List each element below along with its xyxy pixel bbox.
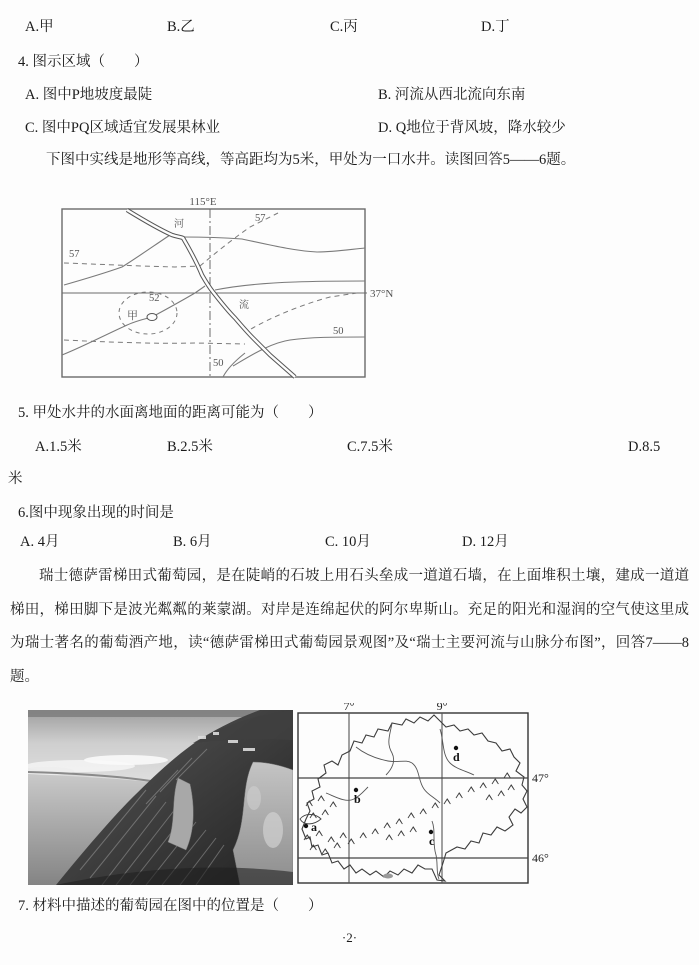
prev-option-d: D.丁 <box>481 19 510 35</box>
contour-label-57-right: 57 <box>255 213 266 224</box>
contour-line-50 <box>233 337 365 366</box>
well-symbol <box>147 314 157 321</box>
q7-stem: 7. 材料中描述的葡萄园在图中的位置是（ ） <box>18 898 323 914</box>
intro-5-6: 下图中实线是地形等高线，等高距均为5米，甲处为一口水井。读图回答5——6题。 <box>46 152 576 168</box>
q6-option-d: D. 12月 <box>462 534 509 550</box>
q4-option-b: B. 河流从西北流向东南 <box>378 87 526 103</box>
q4-option-d: D. Q地位于背风坡，降水较少 <box>378 120 566 136</box>
lat-label: 37°N <box>370 288 394 300</box>
q5-option-b: B.2.5米 <box>167 439 213 455</box>
dashed-contour-57 <box>200 213 278 266</box>
lon-7-label: 7° <box>343 703 355 713</box>
q5-option-d-wrap: 米 <box>8 471 23 487</box>
country-outline <box>302 715 527 881</box>
well-label: 甲 <box>127 310 138 322</box>
q4-option-c: C. 图中PQ区域适宜发展果林业 <box>25 120 220 136</box>
point-c-label: c <box>429 834 435 848</box>
q5-option-c: C.7.5米 <box>347 439 393 455</box>
q4-option-a: A. 图中P地坡度最陡 <box>25 87 153 103</box>
prev-option-b: B.乙 <box>167 19 195 35</box>
contour-label-52: 52 <box>149 293 160 304</box>
q5-option-a: A.1.5米 <box>35 439 82 455</box>
lon-label: 115°E <box>189 196 217 208</box>
lat-47-label: 47° <box>532 771 549 785</box>
rock-highlight <box>247 786 261 810</box>
point-a-dot <box>304 824 308 828</box>
q4-stem: 4. 图示区域（ ） <box>18 54 149 70</box>
prev-option-a: A.甲 <box>25 19 54 35</box>
contour-map-figure <box>55 193 415 388</box>
mountain-symbols <box>304 773 514 854</box>
q5-option-d: D.8.5 <box>628 439 661 455</box>
prev-option-c: C.丙 <box>330 19 358 35</box>
river-label-top: 河 <box>174 219 184 230</box>
vineyard-photo <box>28 710 293 885</box>
contour-label-50-right: 50 <box>333 326 344 337</box>
q6-stem: 6.图中现象出现的时间是 <box>18 505 174 521</box>
q6-option-c: C. 10月 <box>325 534 371 550</box>
q6-option-b: B. 6月 <box>173 534 212 550</box>
rock-highlight <box>263 812 283 848</box>
contour-line <box>64 235 170 285</box>
q5-stem: 5. 甲处水井的水面离地面的距离可能为（ ） <box>18 405 323 421</box>
point-a-label: a <box>311 820 317 834</box>
river-label-mid: 流 <box>239 300 249 311</box>
point-d-label: d <box>453 750 460 764</box>
contour-label-50-bottom: 50 <box>213 358 224 369</box>
passage-7-8: 瑞士德萨雷梯田式葡萄园，是在陡峭的石坡上用石头垒成一道道石墙，在上面堆积土壤，建成一道道梯田，梯田脚下是波光粼粼的莱蒙湖。对岸是连绵起伏的阿尔卑斯山。充足的阳光和湿润的空气使这里成为瑞士著名的葡萄酒产地，读“德萨雷梯田式葡萄园景观图”及“瑞士主要河流与山脉分布图”，回答7——8题。 <box>10 568 689 685</box>
contour-line <box>215 281 365 290</box>
dashed-contour <box>251 293 357 329</box>
rivers <box>326 723 474 879</box>
dashed-contour-57 <box>64 263 200 267</box>
page-number: ·2· <box>341 930 358 945</box>
contour-label-57-left: 57 <box>69 249 80 260</box>
point-b-label: b <box>354 792 361 806</box>
lon-9-label: 9° <box>436 703 448 713</box>
cloud <box>84 755 168 765</box>
small-lake <box>383 874 393 879</box>
lat-46-label: 46° <box>532 851 549 865</box>
q6-option-a: A. 4月 <box>20 534 60 550</box>
switzerland-map <box>296 703 554 888</box>
